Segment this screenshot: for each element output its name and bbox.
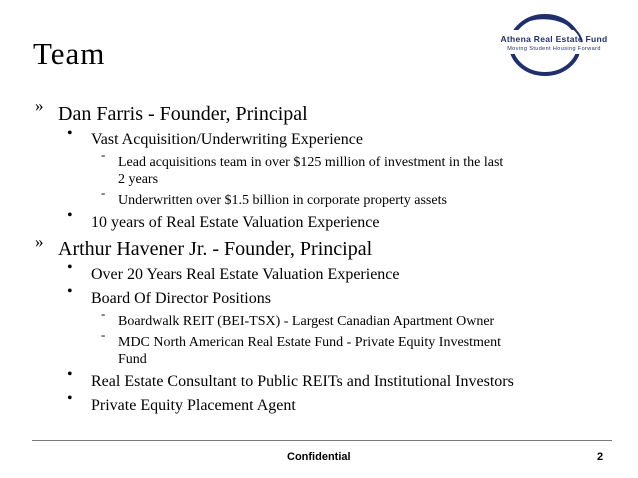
sub-bullet-marker: - <box>101 147 106 162</box>
bullet-item: 10 years of Real Estate Valuation Experience <box>91 214 380 231</box>
bullet-marker: • <box>67 366 73 383</box>
bullet-marker: • <box>67 125 73 142</box>
person-heading: Dan Farris - Founder, Principal <box>58 103 308 125</box>
bullet-item: Over 20 Years Real Estate Valuation Experience <box>91 266 400 283</box>
sub-bullet-item-continuation: Fund <box>118 352 147 367</box>
sub-bullet-marker: - <box>101 185 106 200</box>
sub-bullet-item: Underwritten over $1.5 billion in corporate property assets <box>118 193 447 208</box>
bullet-marker: • <box>67 283 73 300</box>
company-logo <box>460 12 630 82</box>
bullet-marker: • <box>67 259 73 276</box>
level1-marker: » <box>35 96 44 115</box>
sub-bullet-marker: - <box>101 327 106 342</box>
footer-divider <box>32 440 612 441</box>
bullet-marker: • <box>67 390 73 407</box>
slide-title: Team <box>33 36 106 71</box>
bullet-item: Vast Acquisition/Underwriting Experience <box>91 131 363 148</box>
bullet-item: Real Estate Consultant to Public REITs and Institutional Investors <box>91 373 514 390</box>
sub-bullet-item: Lead acquisitions team in over $125 million of investment in the last <box>118 155 504 170</box>
sub-bullet-item-continuation: 2 years <box>118 172 159 187</box>
person-heading: Arthur Havener Jr. - Founder, Principal <box>58 238 373 260</box>
bullet-item: Board Of Director Positions <box>91 290 271 307</box>
sub-bullet-marker: - <box>101 306 106 321</box>
logo-name: Athena Real Estate Fund <box>500 34 608 44</box>
sub-bullet-item: MDC North American Real Estate Fund - Private Equity Investment <box>118 335 501 350</box>
page-number: 2 <box>597 451 604 463</box>
bullet-marker: • <box>67 207 73 224</box>
bullet-item: Private Equity Placement Agent <box>91 397 296 414</box>
footer-confidential-label: Confidential <box>287 451 351 463</box>
level1-marker: » <box>35 232 44 251</box>
sub-bullet-item: Boardwalk REIT (BEI-TSX) - Largest Canadian Apartment Owner <box>118 314 495 329</box>
logo-tagline: Moving Student Housing Forward <box>507 46 601 52</box>
